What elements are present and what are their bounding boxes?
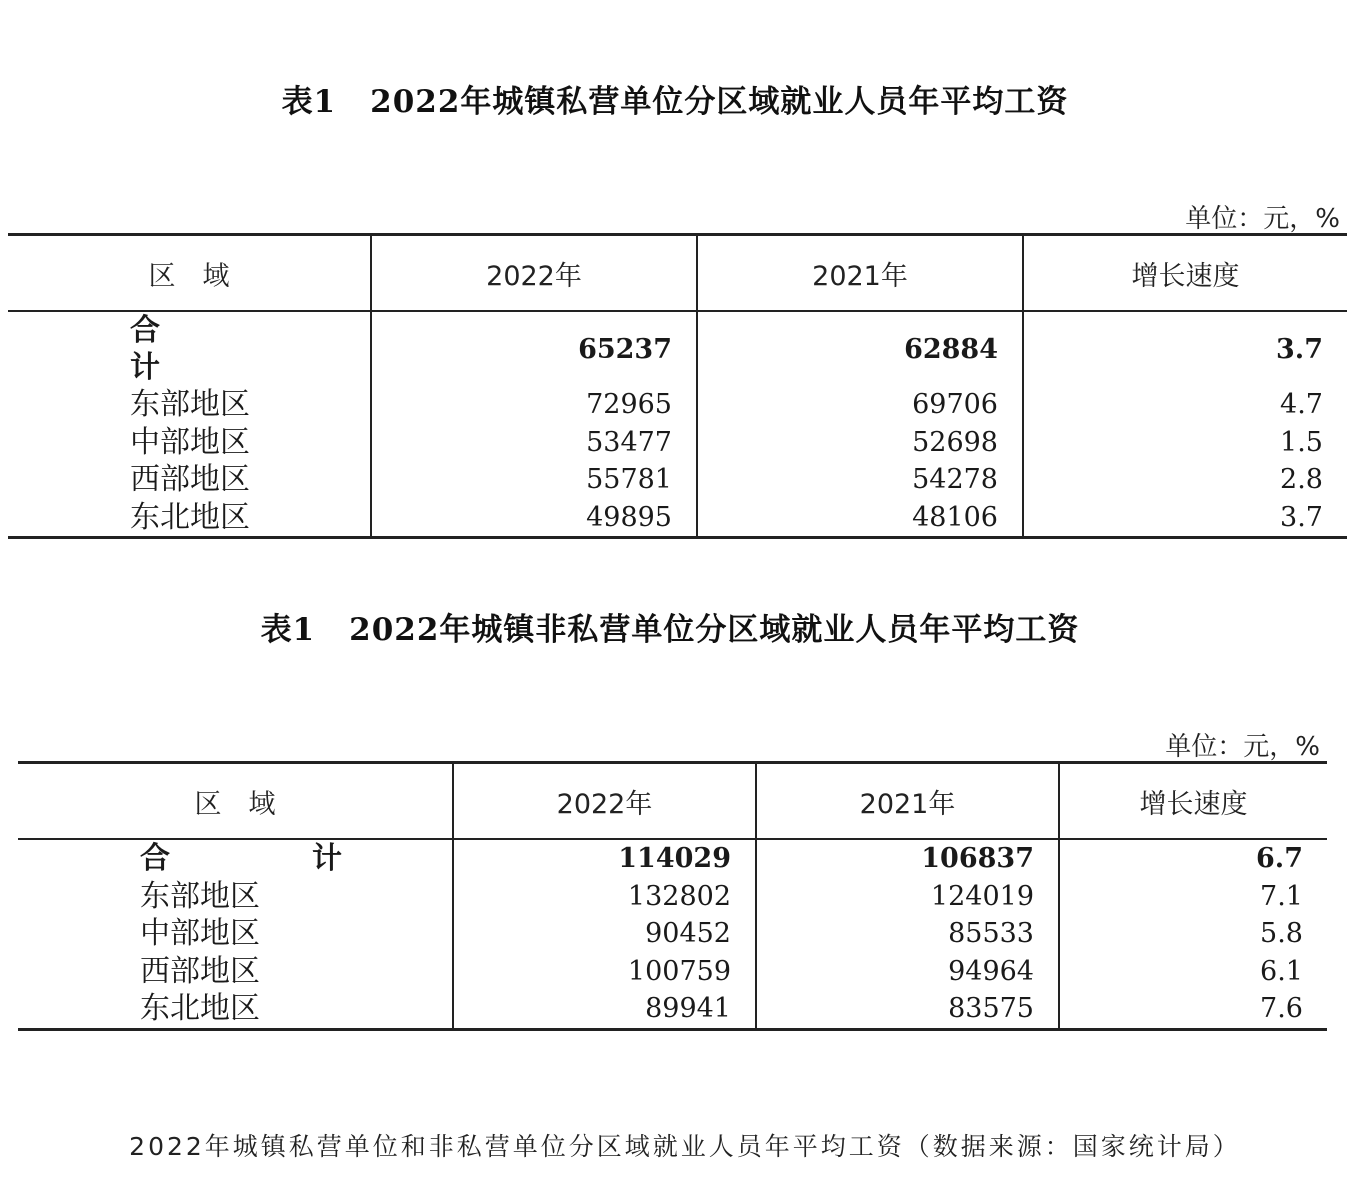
table-row <box>18 953 1327 991</box>
growth-cell: 3.7 <box>1023 499 1347 538</box>
value-2021-cell: 48106 <box>697 499 1023 538</box>
value-2022-cell: 90452 <box>453 915 756 953</box>
table-row <box>8 461 1347 499</box>
region-cell: 合 计 <box>140 841 398 877</box>
table-row <box>18 839 1327 878</box>
value-2021-cell: 124019 <box>756 878 1059 916</box>
growth-cell: 6.1 <box>1059 953 1327 991</box>
value-2022-cell: 100759 <box>453 953 756 991</box>
growth-cell: 6.7 <box>1059 839 1327 878</box>
value-2022-cell: 65237 <box>371 311 697 386</box>
region-cell: 东部地区 <box>130 387 250 423</box>
table2-title-tag: 表1 <box>260 612 316 648</box>
value-2022-cell: 72965 <box>371 386 697 424</box>
table2 <box>18 761 1327 1031</box>
value-2022-cell: 132802 <box>453 878 756 916</box>
table1 <box>8 233 1347 539</box>
growth-cell: 7.1 <box>1059 878 1327 916</box>
table-row <box>18 990 1327 1029</box>
growth-cell: 2.8 <box>1023 461 1347 499</box>
value-2022-cell: 89941 <box>453 990 756 1029</box>
growth-cell: 5.8 <box>1059 915 1327 953</box>
value-2021-cell: 106837 <box>756 839 1059 878</box>
region-cell: 中部地区 <box>140 916 260 952</box>
region-cell: 东北地区 <box>18 990 453 1029</box>
table1-title-tag: 表1 <box>281 84 337 120</box>
table2-unit: 单位：元，% <box>1165 732 1320 762</box>
region-cell: 西部地区 <box>140 953 260 989</box>
table1-unit: 单位：元，% <box>1185 204 1340 234</box>
region-cell: 西部地区 <box>130 462 250 498</box>
table-row <box>8 311 1347 386</box>
table1-header-2022: 2022年 <box>371 235 697 312</box>
value-2022-cell: 114029 <box>453 839 756 878</box>
value-2021-cell: 54278 <box>697 461 1023 499</box>
table-row <box>18 878 1327 916</box>
table-row <box>8 499 1347 538</box>
region-cell: 合 计 <box>130 313 302 385</box>
value-2022-cell: 49895 <box>371 499 697 538</box>
table2-title <box>0 604 1340 649</box>
table-row <box>8 424 1347 462</box>
value-2021-cell: 52698 <box>697 424 1023 462</box>
value-2022-cell: 55781 <box>371 461 697 499</box>
table1-header-row <box>8 235 1347 312</box>
value-2021-cell: 85533 <box>756 915 1059 953</box>
table1-header-growth: 增长速度 <box>1023 235 1347 312</box>
growth-cell: 4.7 <box>1023 386 1347 424</box>
table2-title-text: 2022年城镇非私营单位分区域就业人员年平均工资 <box>349 612 1080 648</box>
table2-header-row <box>18 763 1327 840</box>
region-cell: 中部地区 <box>130 424 250 460</box>
value-2022-cell: 53477 <box>371 424 697 462</box>
table1-title <box>0 76 1350 121</box>
table2-header-region: 区 域 <box>18 763 453 840</box>
growth-cell: 7.6 <box>1059 990 1327 1029</box>
region-cell: 东北地区 <box>8 499 371 538</box>
table-row <box>8 386 1347 424</box>
value-2021-cell: 62884 <box>697 311 1023 386</box>
value-2021-cell: 94964 <box>756 953 1059 991</box>
figure-caption: 2022年城镇私营单位和非私营单位分区域就业人员年平均工资（数据来源：国家统计局） <box>129 1132 1241 1161</box>
table2-header-2021: 2021年 <box>756 763 1059 840</box>
table1-header-2021: 2021年 <box>697 235 1023 312</box>
table1-title-text: 2022年城镇私营单位分区域就业人员年平均工资 <box>370 84 1069 120</box>
table-row <box>18 915 1327 953</box>
growth-cell: 3.7 <box>1023 311 1347 386</box>
table2-header-growth: 增长速度 <box>1059 763 1327 840</box>
region-cell: 东部地区 <box>140 878 260 914</box>
value-2021-cell: 83575 <box>756 990 1059 1029</box>
table2-header-2022: 2022年 <box>453 763 756 840</box>
growth-cell: 1.5 <box>1023 424 1347 462</box>
value-2021-cell: 69706 <box>697 386 1023 424</box>
table1-header-region: 区 域 <box>8 235 371 312</box>
